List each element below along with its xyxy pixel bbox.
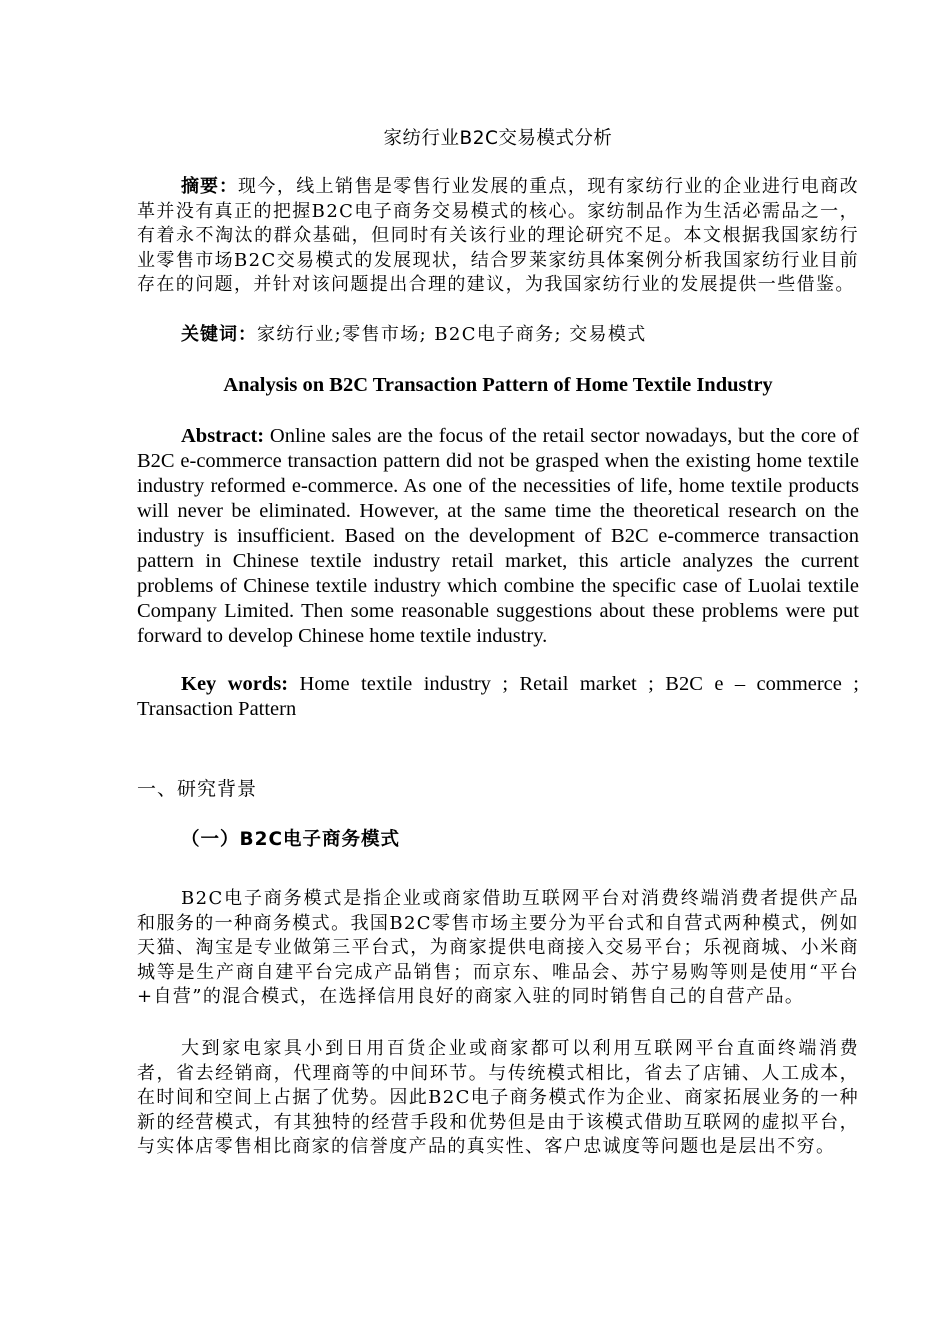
chinese-keywords-label: 关键词：	[181, 324, 257, 345]
english-abstract-text: Online sales are the focus of the retail sector nowadays, but the core of B2C e-commerce transaction pattern did not be grasped when the existing home textile industry reformed e-commerce. As one of the necessities of life, home textile products will never be eliminated. However, at the same time the theoretical research on the industry is insufficient. Based on the development of B2C e-commerce transaction pattern in Chinese textile industry retail market, this article analyzes the current problems of Chinese textile industry which combine the specific case of Luolai textile Company Limited. Then some reasonable suggestions about these problems were put forward to develop Chinese home textile industry.	[137, 425, 859, 647]
body-paragraph: B2C电子商务模式是指企业或商家借助互联网平台对消费终端消费者提供产品和服务的一种商务模式。我国B2C零售市场主要分为平台式和自营式两种模式，例如天猫、淘宝是专业做第三平台式，为商家提供电商接入交易平台；乐视商城、小米商城等是生产商自建平台完成产品销售；而京东、唯品会、苏宁易购等则是使用“平台+自营”的混合模式，在选择信用良好的商家入驻的同时销售自己的自营产品。	[137, 888, 859, 1008]
english-abstract	[137, 424, 859, 649]
section-heading: 一、研究背景	[137, 778, 258, 800]
body-paragraph: 大到家电家具小到日用百货企业或商家都可以利用互联网平台直面终端消费者，省去经销商，代理商等的中间环节。与传统模式相比，省去了店铺、人工成本，在时间和空间上占据了优势。因此B2C电子商务模式作为企业、商家拓展业务的一种新的经营模式，有其独特的经营手段和优势但是由于该模式借助互联网的虚拟平台，与实体店零售相比商家的信誉度产品的真实性、客户忠诚度等问题也是层出不穷。	[137, 1038, 859, 1158]
english-keywords-label: Key words:	[181, 673, 289, 695]
chinese-abstract	[137, 175, 859, 298]
subsection-heading: （一）B2C电子商务模式	[181, 829, 401, 850]
english-abstract-label: Abstract:	[181, 425, 265, 447]
chinese-title: 家纺行业B2C交易模式分析	[383, 128, 613, 149]
chinese-keywords	[137, 323, 859, 348]
english-keywords-text: Home textile industry ; Retail market ; B2C e – commerce ; Transaction Pattern	[137, 673, 860, 720]
english-title: Analysis on B2C Transaction Pattern of Home Textile Industry	[223, 374, 773, 396]
english-keywords	[137, 672, 859, 722]
chinese-abstract-label: 摘要：	[181, 176, 239, 197]
chinese-abstract-text: 现今，线上销售是零售行业发展的重点，现有家纺行业的企业进行电商改革并没有真正的把握B2C电子商务交易模式的核心。家纺制品作为生活必需品之一，有着永不淘汰的群众基础，但同时有关该行业的理论研究不足。本文根据我国家纺行业零售市场B2C交易模式的发展现状，结合罗莱家纺具体案例分析我国家纺行业目前存在的问题，并针对该问题提出合理的建议，为我国家纺行业的发展提供一些借鉴。	[137, 176, 860, 296]
chinese-keywords-text: 家纺行业;零售市场; B2C电子商务; 交易模式	[257, 324, 647, 345]
